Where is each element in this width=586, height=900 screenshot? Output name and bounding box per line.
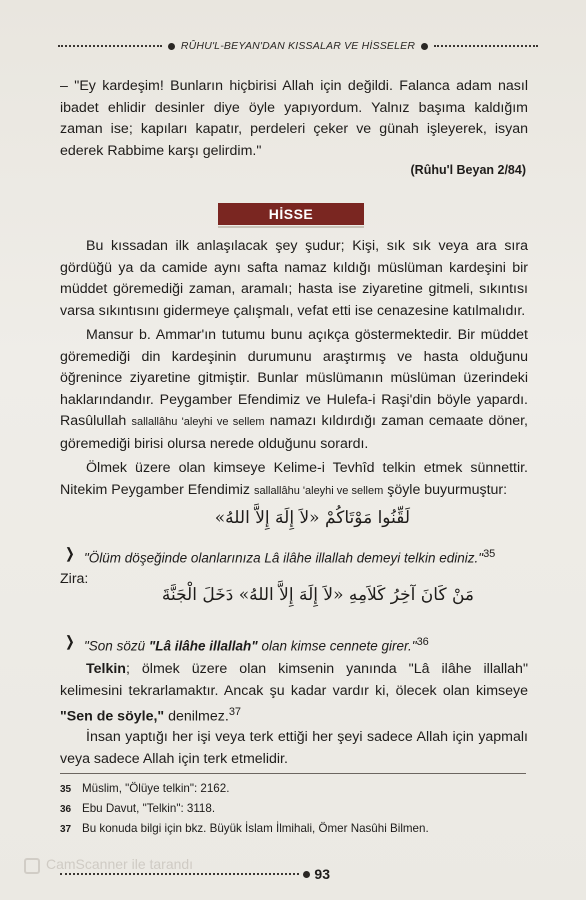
footnote-text: Ebu Davut, "Telkin": 3118. bbox=[82, 802, 216, 815]
salawat-note: sallallâhu 'aleyhi ve sellem bbox=[253, 484, 384, 497]
paragraph-3-text-a: Ölmek üzere olan kimseye Kelime-i Tevhîd telkin etmek sünnettir. Nitekim Peygamber Efendimiz bbox=[60, 460, 528, 498]
paragraph-2-text-a: Mansur b. Ammar'ın tutumu bunu açıkça göstermektedir. Bir müddet göremediği din kardeşinin durumunu araştırmış ve hasta olduğunu öğrenince ziyaretine gitmiştir. Bunlar müslümanın müslüman üzerindeki haklarındandır. Peygamber Efendimiz ve Hulefa-i Raşi'din böyle yapardı. Rasûlullah bbox=[60, 327, 528, 429]
header-title: RÛHU'L-BEYAN'DAN KISSALAR VE HİSSELER bbox=[180, 40, 416, 52]
footer-bullet bbox=[303, 871, 310, 878]
footnote-ref: 37 bbox=[228, 706, 242, 718]
hadith-translation-2 bbox=[84, 632, 534, 657]
footnote-divider bbox=[60, 773, 526, 774]
hadith-translation-1 bbox=[84, 544, 534, 569]
paragraph-2 bbox=[60, 325, 528, 455]
header-dotted-rule-right bbox=[434, 45, 538, 47]
salawat-note: sallallâhu 'aleyhi ve sellem bbox=[131, 416, 265, 428]
telkin-term: Telkin bbox=[86, 661, 126, 677]
footer-dotted-rule bbox=[60, 873, 299, 875]
arabic-hadith-1: لَقِّنُوا مَوْتَاكُمْ «لاَ إِلَهَ إِلاَّ اللهُ» bbox=[214, 508, 410, 528]
arabic-hadith-2: مَنْ كَانَ آخِرُ كَلاَمِهِ «لاَ إِلَهَ إِلاَّ اللهُ» دَخَلَ الْجَنَّةَ bbox=[161, 585, 474, 605]
paragraph-5: İnsan yaptığı her işi veya terk ettiği her şeyi sadece Allah için yapmalı veya sadece Allah için terk etmelidir. bbox=[60, 729, 528, 767]
running-header bbox=[58, 38, 538, 54]
paragraph-4-text-b: denilmez. bbox=[164, 708, 229, 725]
footnote-number: 36 bbox=[60, 804, 72, 815]
badge-underline bbox=[218, 226, 364, 228]
zira-label: Zira: bbox=[60, 571, 89, 587]
footnote-text: Bu konuda bilgi için bkz. Büyük İslam İlmihali, Ömer Nasûhi Bilmen. bbox=[82, 822, 429, 835]
footnote-36 bbox=[60, 801, 215, 818]
paragraph-3-text-b: şöyle buyurmuştur: bbox=[387, 481, 508, 498]
footnote-37 bbox=[60, 821, 429, 838]
header-bullet bbox=[421, 43, 428, 50]
quote-2-post: olan kimse cennete girer." bbox=[257, 638, 417, 654]
sen-de-soyle: "Sen de söyle," bbox=[60, 708, 165, 725]
header-bullet bbox=[168, 43, 175, 50]
quote-1-text: "Ölüm döşeğinde olanlarınıza Lâ ilâhe illallah demeyi telkin ediniz." bbox=[84, 550, 484, 566]
footnote-text: Müslim, "Ölüye telkin": 2162. bbox=[82, 782, 230, 795]
paragraph-1: Bu kıssadan ilk anlaşılacak şey şudur; Kişi, sık sık veya ara sıra gördüğü ya da camide aynı safta namaz kıldığı müslüman kardeşini bir müddet göremediği zaman, aramalı; hasta ise ziyaretine gitmeli, sıkıntısı varsa sıkıntısını gidermeye çalışmalı, vefat etti ise cenazesine katılmalıdır. bbox=[60, 238, 528, 319]
paragraph-3 bbox=[60, 458, 528, 502]
scanner-watermark: CamScanner ile tarandı bbox=[46, 856, 194, 872]
quote-2-bold: "Lâ ilâhe illallah" bbox=[148, 638, 258, 654]
quote-marker-icon: ❭ bbox=[64, 545, 76, 561]
source-citation: (Rûhu'l Beyan 2/84) bbox=[410, 163, 526, 177]
paragraph-2-text-b: namazı kıldırdığı zaman cemaate döner, göremediği birisi olursa nerede olduğunu sorardı. bbox=[60, 413, 528, 452]
footnote-35 bbox=[60, 781, 229, 798]
footnote-ref: 35 bbox=[483, 548, 496, 560]
footnote-number: 37 bbox=[60, 824, 72, 835]
quote-marker-icon: ❭ bbox=[64, 633, 76, 649]
intro-paragraph: – "Ey kardeşim! Bunların hiçbirisi Allah için değildi. Falanca adam nasıl ibadet ehlidir desinler diye öyle yapıyordum. Yalnız başıma kaldığım zaman ise; kapıları kapatır, perdeleri çeker ve günah işleyerek, isyan ederek Rabbime karşı gelirdim." bbox=[60, 78, 528, 159]
paragraph-4-text-a: ; ölmek üzere olan kimsenin yanında "Lâ ilâhe illallah" kelimesini tekrarlamaktır. Ancak şu kadar vardır ki, ölecek olan kimseye bbox=[60, 661, 528, 699]
scanner-logo-icon bbox=[24, 858, 40, 874]
quote-2-pre: "Son sözü bbox=[84, 638, 149, 654]
footnote-number: 35 bbox=[60, 784, 72, 795]
page-footer bbox=[60, 866, 330, 882]
footnote-ref: 36 bbox=[416, 636, 429, 648]
section-badge: HİSSE bbox=[218, 203, 364, 225]
page-number: 93 bbox=[314, 866, 330, 882]
paragraph-4 bbox=[60, 659, 528, 728]
header-dotted-rule-left bbox=[58, 45, 162, 47]
